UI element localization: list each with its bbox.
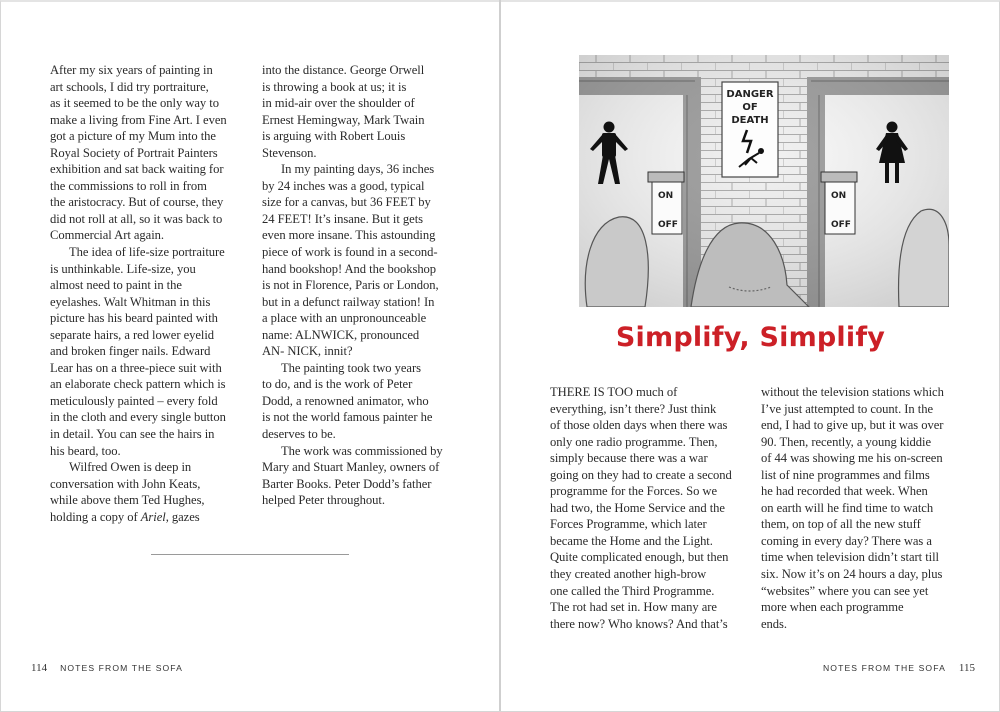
text-line: AN- NICK, innit? bbox=[262, 344, 353, 359]
text-line: got a picture of my Mum into the bbox=[50, 129, 216, 144]
text-line: exhibition and sat back waiting for bbox=[50, 162, 224, 177]
text-line: eyelashes. Walt Whitman in this bbox=[50, 294, 211, 309]
text-line: they created another high-brow bbox=[550, 567, 707, 582]
text-line: became the Home and the Light. bbox=[550, 533, 713, 548]
text-line: Dodd, a renowned animator, who bbox=[262, 393, 429, 408]
text-line: the aristocracy. But of course, they bbox=[50, 195, 224, 210]
text-line: Wilfred Owen is deep in bbox=[69, 460, 192, 475]
text-line: helped Peter throughout. bbox=[262, 493, 385, 508]
text-line: The painting took two years bbox=[281, 360, 421, 375]
right-switch bbox=[821, 172, 857, 234]
text-line: size for a canvas, but 36 FEET by bbox=[262, 195, 431, 210]
text-line: in mid-air over the shoulder of bbox=[262, 96, 415, 111]
page-number: 114 bbox=[31, 662, 48, 674]
text-line: by 24 inches was a good, typical bbox=[262, 178, 425, 193]
text-line: going on they had to create a second bbox=[550, 467, 732, 482]
text-line: “websites” where you can see yet bbox=[761, 583, 929, 598]
text-line: Ernest Hemingway, Mark Twain bbox=[262, 112, 425, 127]
text-line: in the cloth and every single button bbox=[50, 410, 226, 425]
svg-text:ON: ON bbox=[658, 191, 674, 201]
text-line: meticulously painted – every fold bbox=[50, 393, 218, 408]
text-line: is not in Florence, Paris or London, bbox=[262, 278, 439, 293]
text-line: is arguing with Robert Louis bbox=[262, 129, 406, 144]
text-line: into the distance. George Orwell bbox=[262, 63, 425, 77]
text-line: even more insane. This astounding bbox=[262, 228, 436, 243]
svg-text:OFF: OFF bbox=[658, 220, 678, 230]
text-line: Quite complicated enough, but then bbox=[550, 550, 729, 565]
text-line: his beard, too. bbox=[50, 443, 121, 458]
text-line: separate hairs, a red lower eyelid bbox=[50, 327, 215, 342]
text-line: them, on top of all the new stuff bbox=[761, 517, 921, 532]
left-switch bbox=[648, 172, 684, 234]
text-line: an elaborate check pattern which is bbox=[50, 377, 226, 392]
text-line: a place with an unpronounceable bbox=[262, 311, 427, 326]
section-divider bbox=[151, 554, 349, 555]
left-page-column-2 bbox=[262, 62, 462, 509]
text-line: holding a copy of Ariel, gazes bbox=[50, 509, 200, 524]
text-line: 24 FEET! It’s insane. But it gets bbox=[262, 211, 424, 226]
text-line: Stevenson. bbox=[262, 145, 317, 160]
text-line: is throwing a book at us; it is bbox=[262, 79, 407, 94]
svg-text:ON: ON bbox=[831, 191, 847, 201]
text-line: Mary and Stuart Manley, owners of bbox=[262, 460, 440, 475]
text-line: he had recorded that week. When bbox=[761, 484, 928, 499]
right-page-footer bbox=[823, 662, 975, 674]
text-line: everything, isn’t there? Just think bbox=[550, 401, 717, 416]
text-line: in detail. You can see the hairs in bbox=[50, 427, 215, 442]
text-line: make a living from Fine Art. I even bbox=[50, 112, 227, 127]
text-line: Lear has on a three-piece suit with bbox=[50, 360, 222, 375]
text-line: and broken finger nails. Edward bbox=[50, 344, 211, 359]
book-title: Ariel bbox=[140, 509, 166, 524]
text-line: of 44 was showing me his on-screen bbox=[761, 451, 943, 466]
left-page-footer bbox=[31, 662, 183, 674]
text-line: of those olden days when there was bbox=[550, 418, 728, 433]
svg-text:OFF: OFF bbox=[831, 220, 851, 230]
text-line: hand bookshop! And the bookshop bbox=[262, 261, 437, 276]
text-line: the commissions to roll in from bbox=[50, 178, 207, 193]
text-line: picture has his beard painted with bbox=[50, 311, 218, 326]
danger-sign-line-3: DEATH bbox=[731, 115, 769, 126]
text-line: more when each programme bbox=[761, 600, 904, 615]
text-line: ends. bbox=[761, 616, 787, 631]
text-line: conversation with John Keats, bbox=[50, 476, 201, 491]
text-line: while above them Ted Hughes, bbox=[50, 493, 205, 508]
text-line: The idea of life-size portraiture bbox=[69, 245, 225, 260]
danger-sign-line-2: OF bbox=[742, 102, 758, 113]
chapter-title: Simplify, Simplify bbox=[615, 322, 886, 353]
text-line: is not the world famous painter he bbox=[262, 410, 433, 425]
text-line: as it seemed to be the only way to bbox=[50, 96, 219, 111]
danger-sign-line-1: DANGER bbox=[726, 89, 774, 100]
text-line: Forces Programme, which later bbox=[550, 517, 707, 532]
text-line: programme for the Forces. So we bbox=[550, 484, 718, 499]
right-page-column-2 bbox=[761, 384, 961, 632]
text-line: name: ALNWICK, pronounced bbox=[262, 327, 420, 342]
text-line: six. Now it’s on 24 hours a day, plus bbox=[761, 567, 943, 582]
text-line: had two, the Home Service and the bbox=[550, 500, 725, 515]
text-line: only one radio programme. Then, bbox=[550, 434, 718, 449]
right-page bbox=[501, 0, 1000, 711]
text-line: Commercial Art again. bbox=[50, 228, 165, 243]
left-page-column-1 bbox=[50, 62, 250, 525]
text-line: there now? Who knows? And that’s bbox=[550, 616, 728, 631]
text-line: After my six years of painting in bbox=[50, 63, 213, 77]
running-head: NOTES FROM THE SOFA bbox=[823, 663, 946, 673]
chapter-illustration bbox=[579, 55, 949, 307]
text-line: deserves to be. bbox=[262, 427, 336, 442]
text-line: art schools, I did try portraiture, bbox=[50, 79, 209, 94]
text-line: one called the Third Programme. bbox=[550, 583, 715, 598]
running-head: NOTES FROM THE SOFA bbox=[60, 663, 184, 673]
text-line: end, I had to give up, but it was over bbox=[761, 418, 944, 433]
text-line: simply because there was a war bbox=[550, 451, 708, 466]
text-line: 90. Then, recently, a young kiddie bbox=[761, 434, 932, 449]
text-line: I’ve just attempted to count. In the bbox=[761, 401, 934, 416]
text-line: almost need to paint in the bbox=[50, 278, 182, 293]
text-line: list of nine programmes and films bbox=[761, 467, 930, 482]
text-line: coming in every day? There was a bbox=[761, 533, 932, 548]
text-line: is unthinkable. Life-size, you bbox=[50, 261, 196, 276]
text-line: did not roll at all, so it was back to bbox=[50, 211, 223, 226]
right-page-column-1 bbox=[550, 384, 750, 632]
text-line: to do, and is the work of Peter bbox=[262, 377, 413, 392]
page-number: 115 bbox=[958, 662, 976, 674]
text-line: Royal Society of Portrait Painters bbox=[50, 145, 218, 160]
text-line: Barter Books. Peter Dodd’s father bbox=[262, 476, 432, 491]
text-line: The rot had set in. How many are bbox=[550, 600, 717, 615]
text-line: piece of work is found in a second- bbox=[262, 245, 438, 260]
text-line: on earth will he find time to watch bbox=[761, 500, 934, 515]
text-line: time when television didn’t start till bbox=[761, 550, 940, 565]
text-line: but in a defunct railway station! In bbox=[262, 294, 435, 309]
text-line: without the television stations which bbox=[761, 385, 944, 399]
left-page bbox=[0, 0, 499, 711]
text-line: In my painting days, 36 inches bbox=[281, 162, 435, 177]
text-line: The work was commissioned by bbox=[281, 443, 443, 458]
text-line: THERE IS TOO much of bbox=[550, 385, 678, 399]
